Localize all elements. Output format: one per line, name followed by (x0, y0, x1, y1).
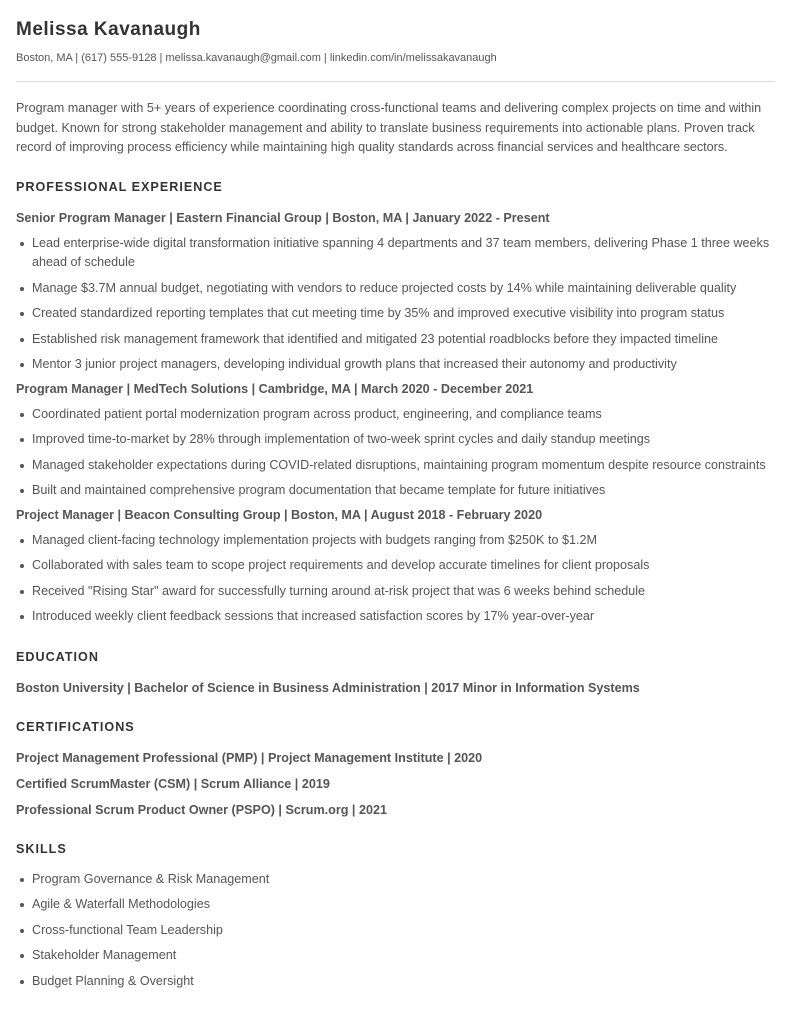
list-item: Stakeholder Management (16, 946, 775, 966)
list-item: Program Governance & Risk Management (16, 870, 775, 890)
certification-entry: Certified ScrumMaster (CSM) | Scrum Alliance | 2019 (16, 776, 330, 791)
list-item: Managed client-facing technology implementation projects with budgets ranging from $250K to $1.2M (16, 531, 775, 551)
list-item: Coordinated patient portal modernization program across product, engineering, and compliance teams (16, 405, 775, 425)
list-item: Cross-functional Team Leadership (16, 921, 775, 941)
job-heading: Senior Program Manager | Eastern Financial Group | Boston, MA | January 2022 - Present (16, 210, 550, 225)
list-item: Created standardized reporting templates that cut meeting time by 35% and improved executive visibility into program status (16, 304, 775, 324)
education-entry: Boston University | Bachelor of Science in Business Administration | 2017 Minor in Information Systems (16, 680, 640, 695)
job-bullets (16, 531, 775, 627)
list-item: Budget Planning & Oversight (16, 972, 775, 992)
list-item: Received "Rising Star" award for successfully turning around at-risk project that was 6 weeks behind schedule (16, 582, 775, 602)
list-item: Agile & Waterfall Methodologies (16, 895, 775, 915)
list-item: Collaborated with sales team to scope project requirements and develop accurate timelines for client proposals (16, 556, 775, 576)
contact-line: Boston, MA | (617) 555-9128 | melissa.kavanaugh@gmail.com | linkedin.com/in/melissakavanaugh (16, 52, 497, 64)
list-item: Established risk management framework that identified and mitigated 23 potential roadblocks before they impacted timeline (16, 330, 775, 350)
list-item: Built and maintained comprehensive program documentation that became template for future initiatives (16, 481, 775, 501)
list-item: Managed stakeholder expectations during COVID-related disruptions, maintaining program momentum despite resource constraints (16, 456, 775, 476)
job-bullets (16, 405, 775, 501)
certifications-section-title: CERTIFICATIONS (16, 719, 135, 734)
job-1 (16, 210, 775, 375)
candidate-name: Melissa Kavanaugh (16, 19, 201, 40)
list-item: Lead enterprise-wide digital transformation initiative spanning 4 departments and 37 team members, delivering Phase 1 three weeks ahead of schedule (16, 234, 775, 273)
job-heading: Project Manager | Beacon Consulting Group | Boston, MA | August 2018 - February 2020 (16, 507, 543, 522)
education-section-title: EDUCATION (16, 649, 99, 664)
certification-entry: Professional Scrum Product Owner (PSPO) | Scrum.org | 2021 (16, 802, 387, 817)
job-2 (16, 381, 775, 501)
job-heading: Program Manager | MedTech Solutions | Cambridge, MA | March 2020 - December 2021 (16, 381, 534, 396)
job-bullets (16, 234, 775, 375)
list-item: Improved time-to-market by 28% through implementation of two-week sprint cycles and daily standup meetings (16, 430, 775, 450)
experience-section-title: PROFESSIONAL EXPERIENCE (16, 179, 223, 194)
certification-entry: Project Management Professional (PMP) | Project Management Institute | 2020 (16, 750, 483, 765)
header-divider (16, 81, 775, 82)
professional-summary: Program manager with 5+ years of experience coordinating cross-functional teams and delivering complex projects on time and within budget. Known for strong stakeholder management and ability to translate business requirements into actionable plans. Proven track record of improving process efficiency while maintaining high quality standards across financial services and healthcare sectors. (16, 101, 762, 154)
job-3 (16, 507, 775, 627)
list-item: Introduced weekly client feedback sessions that increased satisfaction scores by 17% year-over-year (16, 607, 775, 627)
list-item: Mentor 3 junior project managers, developing individual growth plans that increased their autonomy and productivity (16, 355, 775, 375)
list-item: Manage $3.7M annual budget, negotiating with vendors to reduce projected costs by 14% while maintaining deliverable quality (16, 279, 775, 299)
skills-section-title: SKILLS (16, 841, 67, 856)
skills-list (16, 870, 775, 992)
